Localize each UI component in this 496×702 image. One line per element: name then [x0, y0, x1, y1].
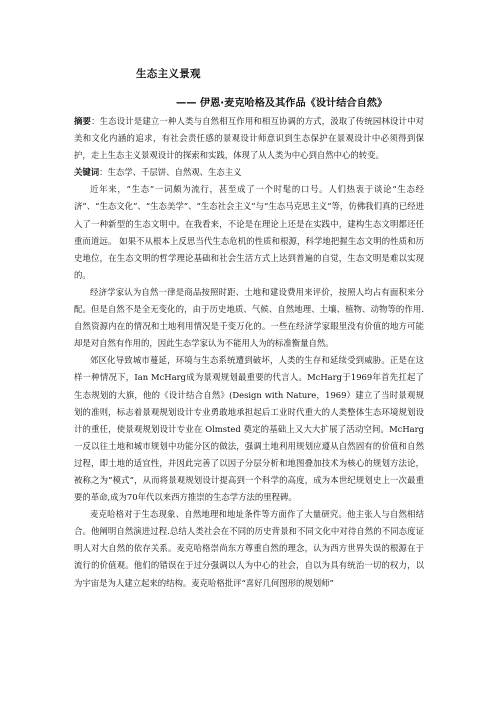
paragraph: 经济学家认为自然一律是商品按照时距、土地和建设费用来评价，按照人均占有面积来分配。但是自然不是全无变化的，由于历史地质、气候、自然地理、土壤、植物、动物等的作用.自然资源内在的情况和土地利用情况是千变万化的。一些在经济学家眼里没有价值的地方可能却是对自然有作用的，因此生态学家认为不能用人为的标准衡量自然。 [74, 286, 424, 349]
paragraph: 郊区化导致城市蔓延，环境与生态系统遭到破坏，人类的生存和延续受到威胁。正是在这样一种情况下，Ian McHarg成为景观规划最重要的代言人。McHarg于1969年首先扛起了生态规划的大旗，他的《设计结合自然》(Design with Nature，1969）建立了当时景观规划的准则，标志着景观规划设计专业勇敢地承担起后工业时代重大的人类整体生态环境规划设计的重任，使景观规划设计专业在 Olmsted 奠定的基础上又大大扩展了活动空间。McHarg一反以往土地和城市规划中功能分区的做法，强调土地利用规划应遵从自然固有的价值和自然过程，即土地的适宜性，并因此完善了以因子分层分析和地图叠加技术为核心的规划方法论，被称之为“模式”，从而将景观规划设计提高到一个科学的高度，成为本世纪规划史上一次最重要的革命,成为70年代以来西方推崇的生态学方法的里程碑。 [74, 355, 424, 503]
document-title: 生态主义景观 [136, 68, 201, 80]
keywords [74, 164, 424, 181]
document-subtitle: —— 伊恩·麦克哈格及其作品《设计结合自然》 [176, 98, 388, 109]
paragraph: 近年来，“生态”一词颇为流行，甚至成了一个时髦的口号。人们热衷于谈论“生态经济”、“生态文化”、“生态美学”、“生态社会主义”与“生态马克思主义”等，仿佛我们真的已经进入了一种新型的生态文明中。在我看来，不论是在理论上还是在实践中，建构生态文明都还任重而道远。 如果不从根本上反思当代生态危机的性质和根源，科学地把握生态文明的性质和历史地位，在生态文明的哲学理论基础和社会生活方式上达到普遍的自觉，生态文明是难以实现的。 [74, 184, 424, 280]
abstract-text: ：生态设计是建立一种人类与自然相互作用和相互协调的方式，汲取了传统园林设计中对美和文化内涵的追求，有社会责任感的景观设计师意识到生态保护在景观设计中必须得到保护，走上生态主义景观设计的探索和实践，体现了从人类为中心到自然中心的转变。 [74, 116, 425, 161]
abstract [74, 113, 424, 164]
keywords-label: 关键词 [74, 167, 100, 178]
paragraph: 麦克哈格对于生态现象、自然地理和地址条件等方面作了大量研究。他主张人与自然相结合。他阐明自然演进过程.总结人类社会在不同的历史背景和不同文化中对待自然的不同态度证明人对大自然的依存关系。麦克哈格崇尚东方尊重自然的理念，认为西方世界失误的根源在于流行的价值观。他们的错误在于过分强调以人为中心的社会，自以为具有统治一切的权力，以为宇宙是为人建立起来的结构。麦克哈格批评“喜好几何图形的规划师” [74, 509, 424, 588]
keywords-text: ：生态学、千层饼、自然观、生态主义 [99, 167, 242, 178]
document-body [74, 113, 424, 592]
abstract-label: 摘要 [74, 116, 92, 126]
